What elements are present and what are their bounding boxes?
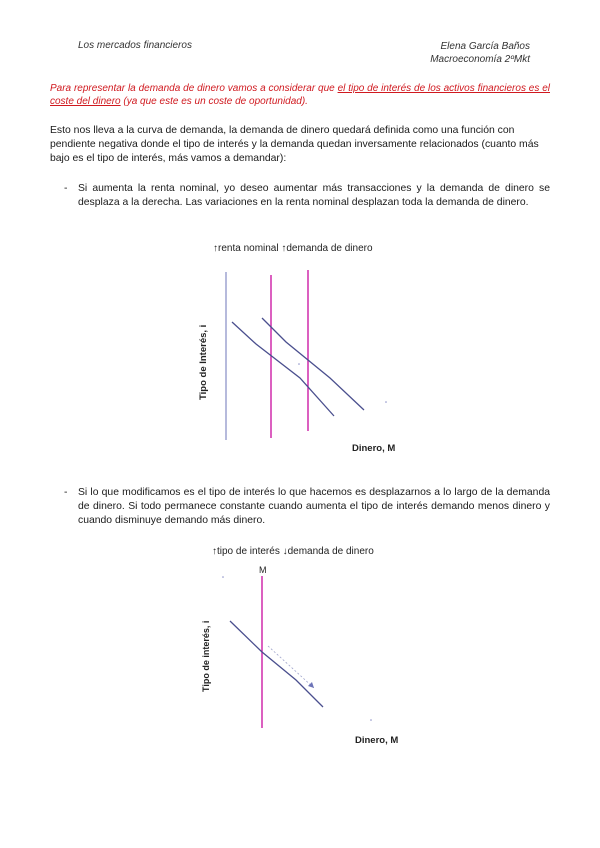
bullet-dash: -: [64, 183, 68, 194]
bullet-dash: -: [64, 487, 68, 498]
figure1-ylabel: Tipo de Interés, i: [198, 324, 209, 400]
header-left: Los mercados financieros: [78, 40, 192, 51]
figure2-dot-right: [370, 719, 372, 721]
figure2-xlabel: Dinero, M: [355, 735, 399, 746]
header-course: Macroeconomía 2ºMkt: [430, 54, 530, 65]
figure2-caption: ↑tipo de interés ↓demanda de dinero: [212, 546, 374, 557]
bullet-text: Si aumenta la renta nominal, yo deseo aumentar más transacciones y la demanda de dinero se desplaza a la derecha. Las variaciones en la renta nominal desplazan toda la demanda de dinero.: [78, 183, 550, 208]
bullet-tipo-interes: [64, 486, 550, 530]
paragraph-demand-curve: Esto nos lleva a la curva de demanda, la demanda de dinero quedará definida como una función con pendiente negativa donde el tipo de interés y la demanda quedan inversamente relacionados (cuanto más bajo es el tipo de interés, más vamos a demandar):: [50, 125, 539, 164]
figure1-demand-curve-shifted: [262, 318, 364, 410]
figure1-dot: [298, 363, 300, 365]
figure2-movement-arrow: [268, 646, 314, 688]
bullet-text: Si lo que modificamos es el tipo de interés lo que hacemos es desplazarnos a lo largo de la demanda de dinero. Si todo permanece constante cuando aumenta el tipo de interés demando menos dinero y cuando disminuye demando más dinero.: [78, 487, 550, 526]
intro-part1: Para representar la demanda de dinero vamos a considerar que: [50, 83, 338, 94]
intro-underlined: el tipo de interés de los activos financieros es el coste del dinero: [50, 83, 550, 107]
figure1-arrow-dot: [385, 401, 387, 403]
intro-part2: (ya que este es un coste de oportunidad).: [120, 96, 308, 107]
figure2-top-label: M: [259, 565, 267, 575]
figure2-demand-curve: [230, 621, 323, 707]
figure2-ylabel: Tipo de interés, i: [201, 620, 211, 692]
figure2: [201, 565, 398, 746]
figure2-arrow-head-icon: [308, 682, 314, 688]
figure1-caption: ↑renta nominal ↑demanda de dinero: [213, 243, 373, 254]
header-author: Elena García Baños: [440, 41, 530, 52]
figure1: [198, 270, 395, 454]
figure2-dot-top: [222, 576, 224, 578]
figure1-xlabel: Dinero, M: [352, 443, 396, 454]
